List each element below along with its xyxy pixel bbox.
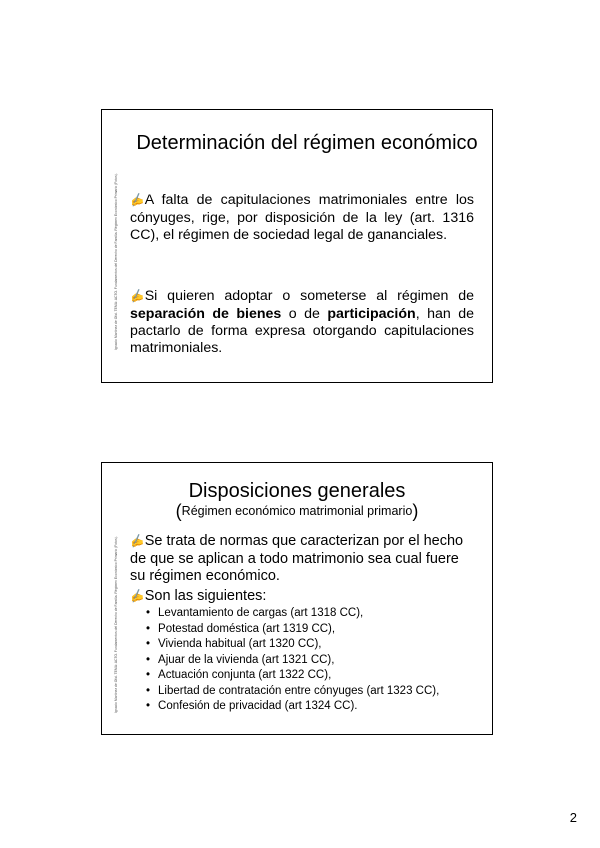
list-item: • Libertad de contratación entre cónyuges (art 1323 CC), <box>146 684 439 700</box>
writing-hand-icon: ✍ <box>128 589 146 606</box>
bullet-paragraph <box>130 588 474 606</box>
bullet-text-part: , han de pactarlo de forma expresa otorgando capitulaciones matrimoniales. <box>130 306 474 356</box>
writing-hand-icon: ✍ <box>128 534 146 551</box>
list-item: • Ajuar de la vivienda (art 1321 CC), <box>146 653 439 669</box>
list-item: • Confesión de privacidad (art 1324 CC). <box>146 699 439 715</box>
bullet-bold-text: participación <box>327 306 416 322</box>
bullet-text-part: Si quieren adoptar o someterse al régimen de <box>144 288 474 304</box>
subtitle-close-paren: ) <box>412 501 419 521</box>
list-item: • Potestad doméstica (art 1319 CC), <box>146 622 439 638</box>
side-note-text: Ignacio Martínez de Olid. TEMA: ACTO. Fundamentos del Derecho de Familia. Régimen Económico Primario (Fotos). <box>114 173 118 350</box>
bullet-text: Se trata de normas que caracterizan por el hecho de que se aplican a todo matrimonio sea cual fuere su régimen económico. <box>130 533 464 584</box>
side-note-text: Ignacio Martínez de Olid. TEMA: ACTO. Fundamentos del Derecho de Familia. Régimen Económico Primario (Fotos). <box>114 536 118 713</box>
list-item: • Actuación conjunta (art 1322 CC), <box>146 668 439 684</box>
slide-subtitle <box>102 501 492 522</box>
slide-title: Disposiciones generales <box>188 480 406 502</box>
list-item: • Vivienda habitual (art 1320 CC), <box>146 637 439 653</box>
bullet-paragraph <box>130 288 474 357</box>
subtitle-open-paren: ( <box>175 501 182 521</box>
bullet-bold-text: separación de bienes <box>130 306 282 322</box>
slide-disposiciones <box>101 462 493 735</box>
bullet-paragraph <box>130 192 474 244</box>
bullet-text: A falta de capitulaciones matrimoniales entre los cónyuges, rige, por disposición de la ley (art. 1316 CC), el régimen de sociedad legal de gananciales. <box>130 192 474 243</box>
writing-hand-icon: ✍ <box>128 193 146 210</box>
slide-title: Determinación del régimen económico <box>136 132 478 154</box>
writing-hand-icon: ✍ <box>128 289 146 306</box>
sub-bullet-list <box>146 606 439 715</box>
subtitle-text: Régimen económico matrimonial primario <box>181 504 413 518</box>
slide-determinacion <box>101 109 493 383</box>
bullet-text: Son las siguientes: <box>144 588 267 604</box>
page-number: 2 <box>569 810 577 825</box>
bullet-text-part: o de <box>281 306 328 322</box>
list-item: • Levantamiento de cargas (art 1318 CC), <box>146 606 439 622</box>
bullet-paragraph <box>130 533 474 585</box>
